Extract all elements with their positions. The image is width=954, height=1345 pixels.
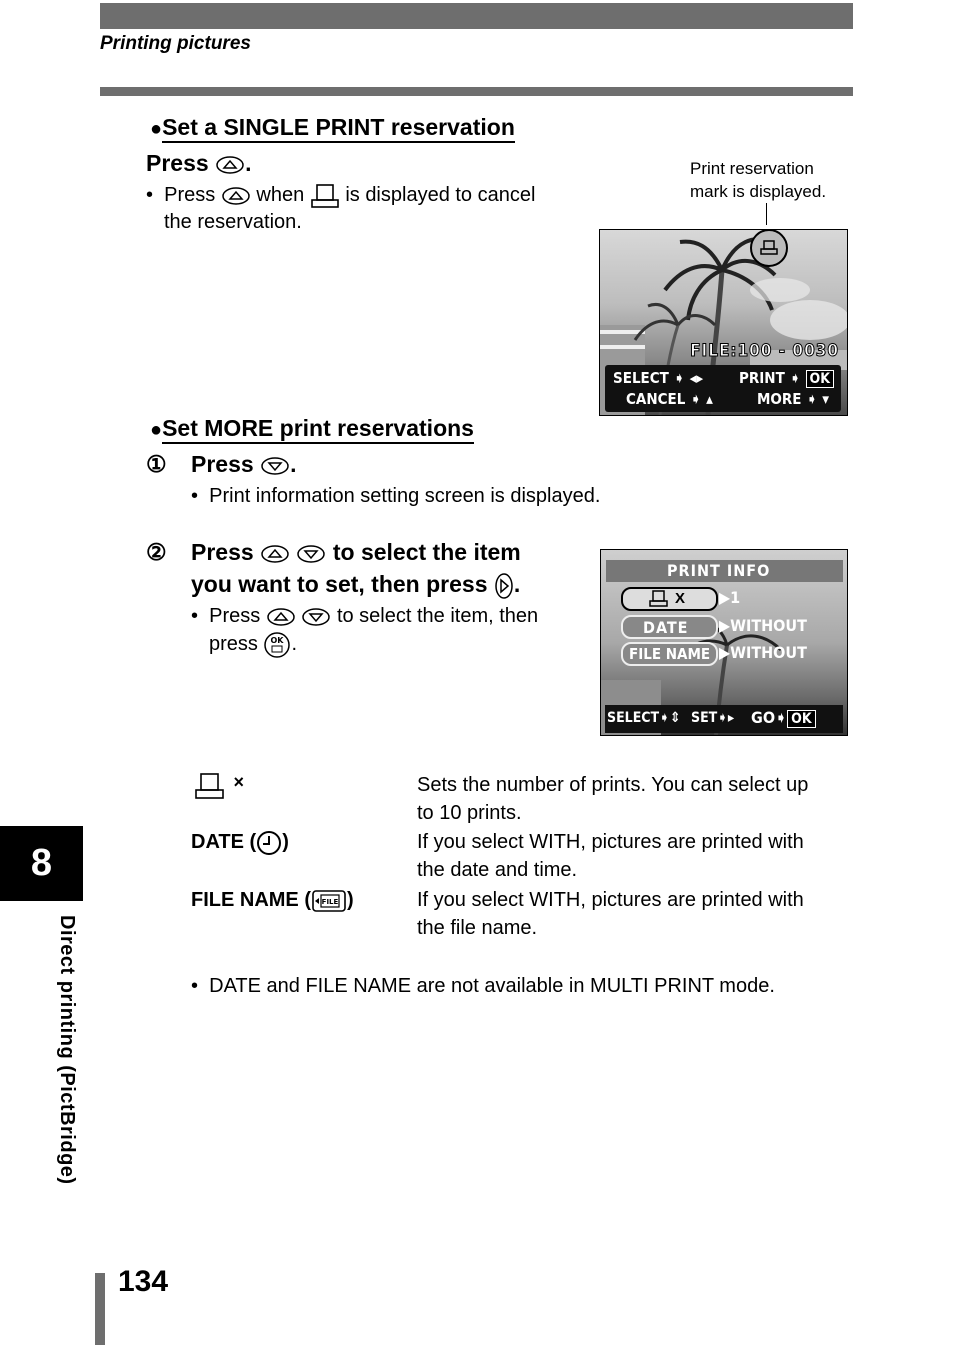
screen1-select-hint: SELECT ➧ ◂▸ [613,369,704,387]
print-reservation-icon [193,772,225,800]
bullet-dot-icon: ● [150,118,163,140]
arrow-down-button-icon [296,544,326,564]
print-reservation-icon [310,183,340,209]
step2-number: ② [146,539,167,565]
header-rule [100,87,853,96]
file-name-icon [311,888,347,914]
bullet-dot-icon: ● [150,419,163,441]
clock-icon [256,830,282,856]
screen2-select-hint: SELECT➧⇕ [607,710,681,726]
step2-bullet-line2: press OK . [209,630,297,659]
arrow-up-button-icon [221,186,251,206]
camera-screen-single [599,229,848,416]
desc-date: If you select WITH, pictures are printed with the date and time. [417,831,804,881]
menu-row-date[interactable]: DATE [621,615,718,639]
callout-text: Print reservation mark is displayed. [690,159,827,201]
arrow-down-button-icon [301,607,331,627]
svg-text:OK: OK [270,635,284,645]
screen2-set-hint: SET➧▸ [691,710,735,726]
menu-row-prints[interactable]: X [621,587,718,611]
term-date: DATE ( ) [191,828,289,856]
print-mark-indicator [750,229,788,267]
arrow-down-button-icon [260,456,290,476]
camera-screen-print-info [600,549,848,736]
file-number-label: FILE:100 - 0030 [690,341,839,361]
screen1-print-hint: PRINT ➧ OK [739,369,834,388]
screen1-more-hint: MORE ➧ ▾ [757,390,830,408]
section-title: Printing pictures [100,33,251,54]
chapter-label-container [55,915,85,1225]
screen1-cancel-hint: CANCEL ➧ ▴ [626,390,713,408]
callout-line [766,203,767,225]
arrow-up-button-icon [215,155,245,175]
step2-instruction-line2: you want to set, then press . [191,571,520,600]
page-number: 134 [118,1265,169,1298]
step1-instruction: Press . [191,451,297,477]
arrow-up-button-icon [266,607,296,627]
print-reservation-icon [647,589,671,609]
desc-prints: Sets the number of prints. You can select up to 10 prints. [417,774,809,824]
step1-number: ① [146,451,167,477]
file-name-value: ▶WITHOUT [719,643,807,662]
arrow-up-button-icon [260,544,290,564]
print-info-title: PRINT INFO [667,561,771,580]
single-heading: ●Set a SINGLE PRINT reservation [150,114,515,141]
arrow-right-button-icon [494,572,514,600]
step2-instruction-line1: Press to select the item [191,539,521,565]
chapter-label: Direct printing (PictBridge) [56,915,78,1185]
header-top-bar [100,3,853,29]
screen1-control-bar [605,365,841,412]
single-bullet: • Press when is displayed to cancel [146,181,535,209]
single-press-instruction: Press . [146,150,252,176]
step2-bullet: • Press to select the item, then [191,605,539,627]
print-reservation-icon [752,231,786,265]
footer-bar [95,1273,105,1345]
note-bullet: • DATE and FILE NAME are not available in MULTI PRINT mode. [191,975,775,997]
screen2-go-hint: GO➧ OK [751,708,816,728]
prints-value: ▶1 [719,588,741,607]
more-heading: ●Set MORE print reservations [150,415,474,442]
term-file-name: FILE NAME ( FILE ) [191,886,354,914]
desc-file-name: If you select WITH, pictures are printed with the file name. [417,889,804,939]
svg-text:FILE: FILE [321,897,339,906]
screen2-control-bar [605,705,843,733]
date-value: ▶WITHOUT [719,616,807,635]
step1-bullet: • Print information setting screen is displayed. [191,485,601,507]
term-prints: × [193,772,244,800]
ok-button-icon [263,631,291,659]
single-bullet-line2: the reservation. [164,211,302,233]
menu-row-file-name[interactable]: FILE NAME [621,642,718,666]
chapter-tab: 8 [0,826,83,901]
